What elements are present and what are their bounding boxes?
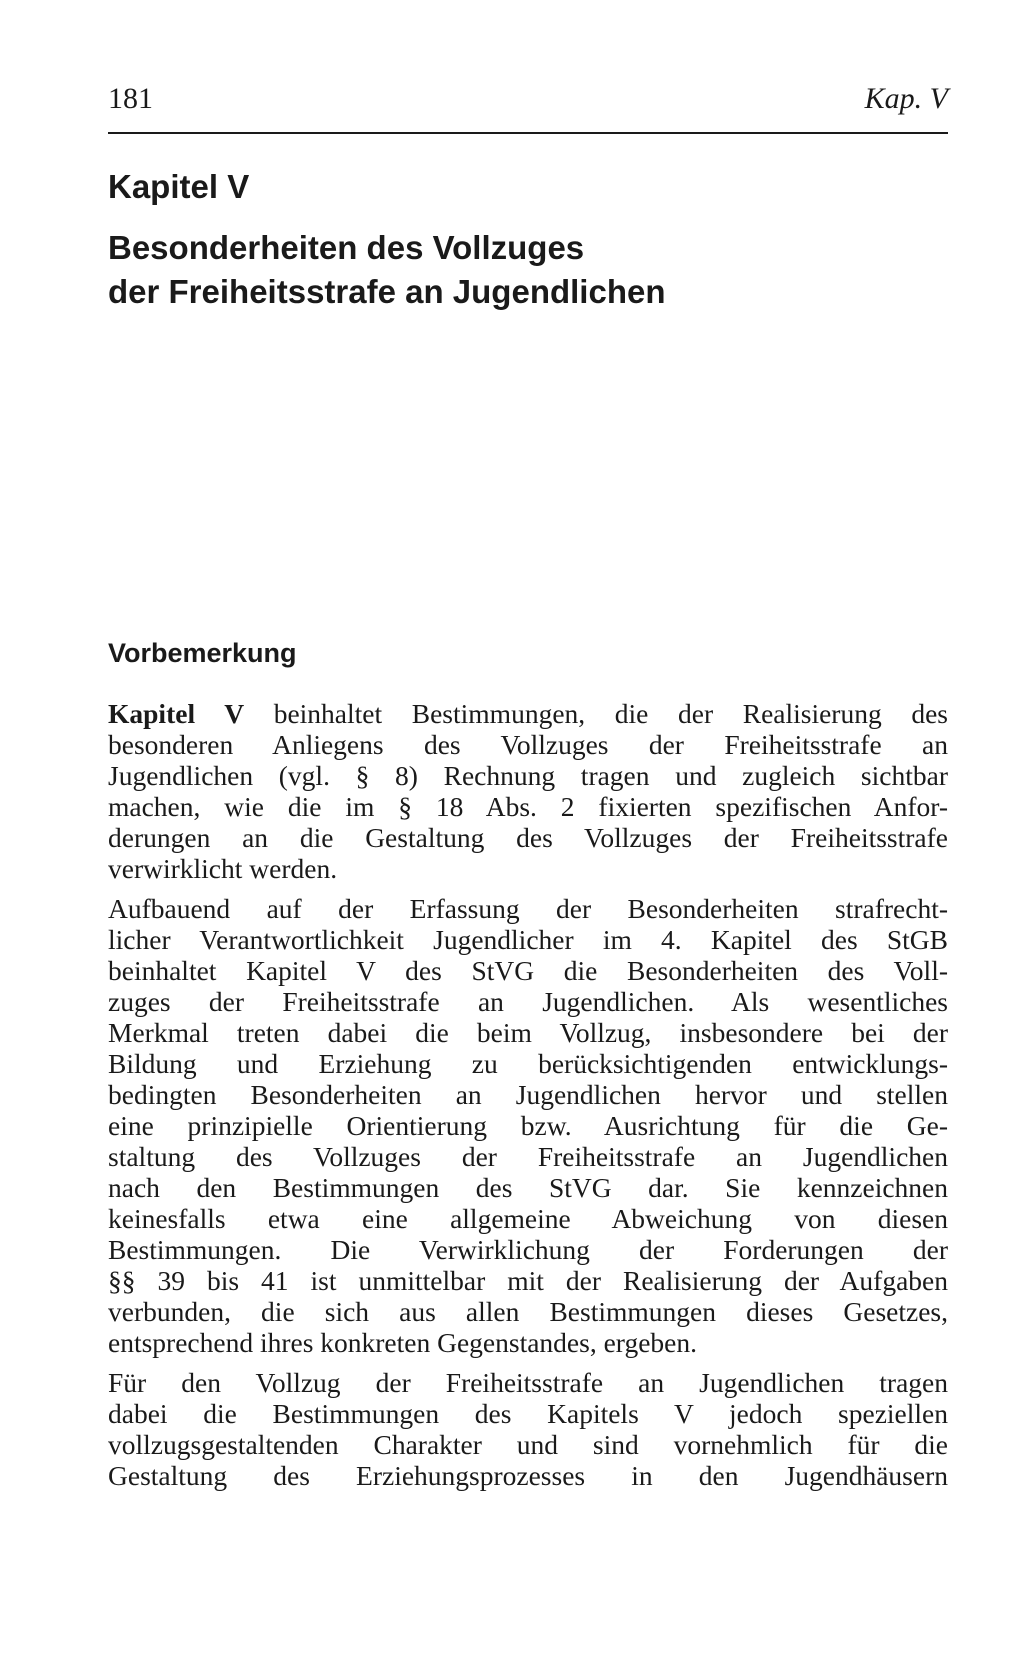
paragraph-lead: Kapitel V xyxy=(108,698,245,729)
text-line: verwirklicht werden. xyxy=(108,853,338,884)
paragraph xyxy=(108,1367,948,1491)
chapter-label: Kapitel V xyxy=(108,168,250,205)
page-number: 181 xyxy=(108,82,153,115)
paragraph xyxy=(108,893,948,1358)
text-line: Gestaltung des Erziehungsprozesses in den Jugendhäusern xyxy=(108,1460,948,1491)
text-line: machen, wie die im § 18 Abs. 2 fixierten spezifischen Anfor- xyxy=(108,791,948,822)
text-line: verbunden, die sich aus allen Bestimmungen dieses Gesetzes, xyxy=(108,1296,948,1327)
text-line: derungen an die Gestaltung des Vollzuges der Freiheitsstrafe xyxy=(108,822,948,853)
text-line: Bestimmungen. Die Verwirklichung der Forderungen der xyxy=(108,1234,948,1265)
text-line: beinhaltet Kapitel V des StVG die Besonderheiten des Voll- xyxy=(108,955,948,986)
text-line-rest: beinhaltet Bestimmungen, die der Realisierung des xyxy=(244,698,948,729)
text-line: zuges der Freiheitsstrafe an Jugendlichen. Als wesentliches xyxy=(108,986,948,1017)
header-rule xyxy=(108,132,948,134)
text-line: Für den Vollzug der Freiheitsstrafe an Jugendlichen tragen xyxy=(108,1367,948,1398)
text-line: nach den Bestimmungen des StVG dar. Sie kennzeichnen xyxy=(108,1172,948,1203)
text-line: keinesfalls etwa eine allgemeine Abweichung von diesen xyxy=(108,1203,948,1234)
chapter-title xyxy=(108,226,948,314)
text-line: licher Verantwortlichkeit Jugendlicher im 4. Kapitel des StGB xyxy=(108,924,948,955)
chapter-title-line: Besonderheiten des Vollzuges xyxy=(108,229,585,266)
body-text xyxy=(108,698,948,1500)
text-line: staltung des Vollzuges der Freiheitsstrafe an Jugendlichen xyxy=(108,1141,948,1172)
text-line xyxy=(108,698,948,729)
text-line: Bildung und Erziehung zu berücksichtigenden entwicklungs- xyxy=(108,1048,948,1079)
text-line: besonderen Anliegens des Vollzuges der Freiheitsstrafe an xyxy=(108,729,948,760)
text-line: vollzugsgestaltenden Charakter und sind vornehmlich für die xyxy=(108,1429,948,1460)
text-line: entsprechend ihres konkreten Gegenstandes, ergeben. xyxy=(108,1327,697,1358)
text-line: eine prinzipielle Orientierung bzw. Ausrichtung für die Ge- xyxy=(108,1110,948,1141)
text-line: Jugendlichen (vgl. § 8) Rechnung tragen und zugleich sichtbar xyxy=(108,760,948,791)
section-heading: Vorbemerkung xyxy=(108,638,297,668)
text-line: Aufbauend auf der Erfassung der Besonderheiten strafrecht- xyxy=(108,893,948,924)
text-line: Merkmal treten dabei die beim Vollzug, insbesondere bei der xyxy=(108,1017,948,1048)
page-header xyxy=(108,82,948,122)
paragraph xyxy=(108,698,948,884)
running-head: Kap. V xyxy=(864,82,948,115)
text-line: bedingten Besonderheiten an Jugendlichen hervor und stellen xyxy=(108,1079,948,1110)
chapter-title-line: der Freiheitsstrafe an Jugendlichen xyxy=(108,273,666,310)
text-line: dabei die Bestimmungen des Kapitels V jedoch speziellen xyxy=(108,1398,948,1429)
text-line: §§ 39 bis 41 ist unmittelbar mit der Realisierung der Aufgaben xyxy=(108,1265,948,1296)
